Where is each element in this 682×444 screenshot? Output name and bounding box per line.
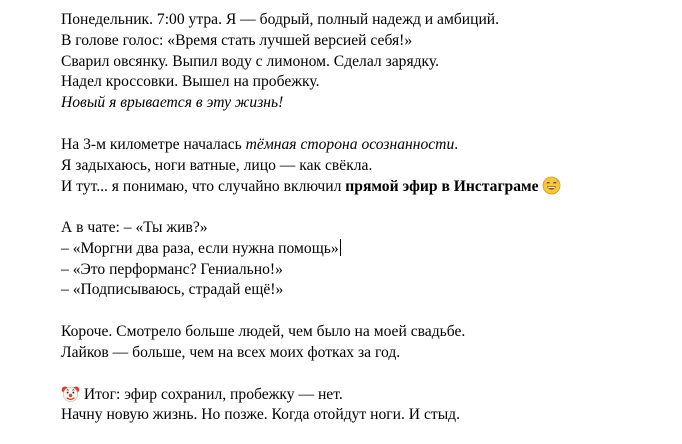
text-span: И тут... я понимаю, что случайно включил bbox=[61, 178, 346, 196]
text-line bbox=[61, 239, 561, 260]
text-span: – «Моргни два раза, если нужна помощь» bbox=[61, 239, 339, 257]
italic-text: тёмная сторона осознанности bbox=[245, 135, 455, 153]
text-line: Надел кроссовки. Вышел на пробежку. bbox=[61, 73, 320, 91]
text-line bbox=[61, 135, 561, 156]
text-line: Лайков — больше, чем на всех моих фотках за год. bbox=[61, 343, 401, 361]
paragraph-gap bbox=[61, 301, 561, 322]
text-line-italic bbox=[61, 93, 561, 114]
text-span: Итог: эфир сохранил, пробежку — нет. bbox=[80, 386, 343, 404]
sweat-smile-emoji-icon bbox=[542, 176, 561, 202]
text-line bbox=[61, 176, 561, 197]
paragraph-gap bbox=[61, 114, 561, 135]
paragraph-gap bbox=[61, 197, 561, 218]
text-line: Короче. Смотрело больше людей, чем было на моей свадьбе. bbox=[61, 322, 466, 340]
paragraph-gap bbox=[61, 364, 561, 385]
text-span: . bbox=[454, 135, 459, 153]
text-line: – «Подписываюсь, страдай ещё!» bbox=[61, 281, 284, 299]
text-line: А в чате: – «Ты жив?» bbox=[61, 218, 208, 236]
text-line: Понедельник. 7:00 утра. Я — бодрый, полный надежд и амбиций. bbox=[61, 11, 500, 28]
text-line bbox=[61, 384, 561, 405]
text-line: – «Это перформанс? Гениально!» bbox=[61, 260, 283, 278]
italic-text: Новый я врывается в эту жизнь! bbox=[61, 94, 284, 112]
text-line: Сварил овсянку. Выпил воду с лимоном. Сделал зарядку. bbox=[61, 52, 440, 70]
text-cursor bbox=[340, 239, 341, 256]
document-body[interactable] bbox=[61, 10, 561, 426]
text-line: Я задыхаюсь, ноги ватные, лицо — как свёкла. bbox=[61, 156, 373, 174]
text-span: На 3-м километре началась bbox=[61, 135, 246, 153]
text-line: В голове голос: «Время стать лучшей версией себя!» bbox=[61, 31, 413, 49]
bold-text: прямой эфир в Инстаграме bbox=[345, 178, 539, 196]
text-line: Начну новую жизнь. Но позже. Когда отойдут ноги. И стыд. bbox=[61, 406, 461, 424]
